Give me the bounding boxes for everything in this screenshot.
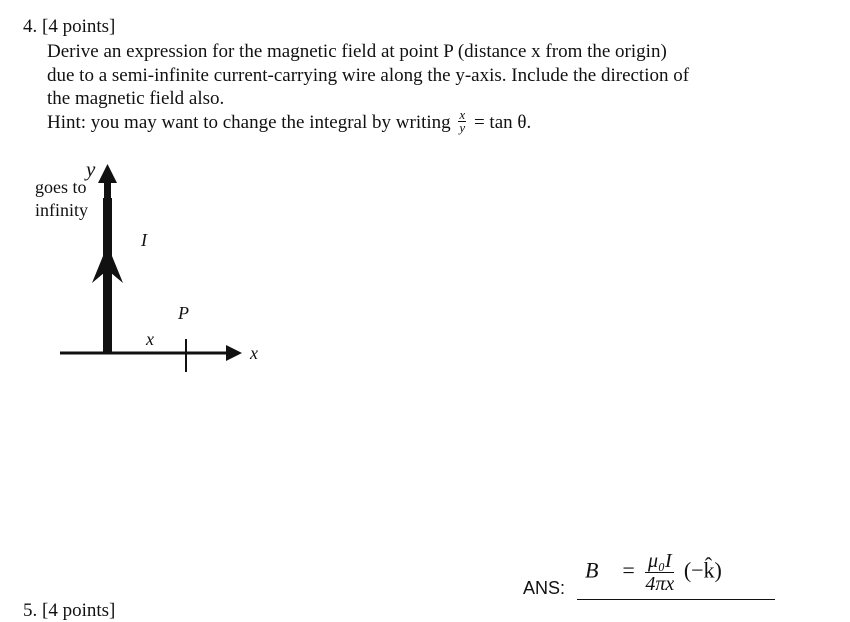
wire <box>103 198 112 354</box>
answer-underline <box>577 599 775 600</box>
question-line-2: due to a semi-infinite current-carrying wire along the y-axis. Include the direction of <box>47 64 690 86</box>
question-number: 4. <box>23 16 38 37</box>
hint-line <box>47 106 787 136</box>
question-points: [4 points] <box>42 16 116 37</box>
hint-fraction-denominator: y <box>459 119 466 135</box>
answer-expression <box>585 550 722 595</box>
current-label: I <box>141 230 147 250</box>
x-axis-arrow <box>226 345 242 361</box>
question-text <box>47 40 787 136</box>
distance-label: x <box>146 329 154 349</box>
hint-fraction <box>458 106 466 135</box>
goes-to-label: goes to <box>35 177 87 197</box>
answer-fraction-denominator: 4πx <box>645 573 675 595</box>
answer-fraction <box>645 550 674 595</box>
hint-fraction-numerator: x <box>459 106 466 122</box>
infinity-label: infinity <box>35 200 88 220</box>
point-p-label: P <box>178 303 189 323</box>
answer-direction: (−k̂) <box>683 557 722 583</box>
answer-fraction-numerator: μ₀I <box>645 550 674 573</box>
y-axis-label: y <box>86 157 96 181</box>
hint-suffix: = tan θ. <box>473 111 532 133</box>
y-axis-line <box>104 180 111 200</box>
answer-label: ANS: <box>523 578 566 598</box>
question-line-3: the magnetic field also. <box>47 88 225 109</box>
answer-lhs: B⃗ = <box>585 557 636 583</box>
x-axis-label: x <box>250 343 258 363</box>
hint-prefix: Hint: you may want to change the integral by writing <box>47 111 451 133</box>
question-header <box>23 16 115 38</box>
next-question-header: 5. [4 points] <box>23 600 116 621</box>
question-line-1: Derive an expression for the magnetic field at point P (distance x from the origin) <box>47 41 667 62</box>
